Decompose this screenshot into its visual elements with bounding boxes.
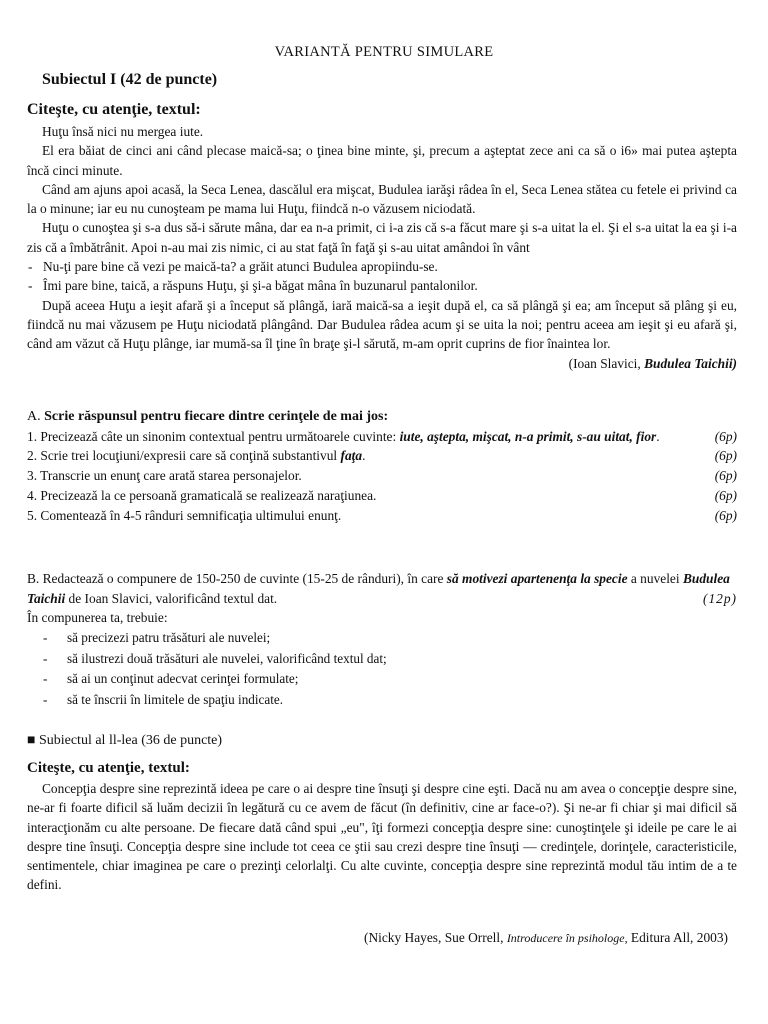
text1-dialogue-2: - Îmi pare bine, taică, a răspuns Huţu, şi şi-a băgat mâna în buzunarul pantalonilor. — [27, 276, 737, 295]
question-5-text: 5. Comentează în 4-5 rânduri semnificaţia ultimului enunţ. — [27, 507, 342, 523]
cite-publisher: Editura All, 2003) — [627, 930, 728, 945]
section-b-points: (12p) — [702, 590, 737, 606]
section-b-emphasis: să motivezi apartenenţa la specie — [446, 571, 628, 586]
question-2 — [27, 446, 737, 466]
text1-paragraph-1: Huţu însă nici nu mergea iute. — [42, 124, 204, 139]
question-3 — [27, 466, 737, 486]
section-b-title: Budulea Taichii — [27, 571, 730, 606]
question-4-points: (6p) — [714, 487, 737, 503]
section-b-must: În compunerea ta, trebuie: — [27, 610, 168, 626]
question-2-word: faţa — [340, 448, 363, 464]
question-4 — [27, 486, 737, 506]
section-b-mid: a nuvelei — [627, 571, 683, 586]
cite-title: Introducere în psihologe, — [506, 931, 628, 945]
text2-body: Concepţia despre sine reprezintă ideea pe care o ai despre tine însuţi şi despre cine eşti. Dacă nu am avea o concepţie despre sine, ne-ar fi foarte dificil să luăm decizii în legătură cu ce avem de făcut (în definitiv, cine ar face-o?). Şi ne-ar fi chiar şi mai dificil să interacţionăm cu alte persoane. De fiecare dată când spui „eu", îţi formezi concepţia despre sine: cunoştinţele şi ideile pe care le ai despre tine însuţi. Concepţia despre sine include tot ceea ce ştii sau crezi despre tine însuţi — credinţele, dorinţele, caracteristicile, sentimentele, chiar imaginea pe care o prezinţi celorlalţi. Cu alte cuvinte, concepţia despre sine reprezintă modul tău intim de a te defini. — [27, 781, 737, 893]
question-4-text: 4. Precizează la ce persoană gramaticală se realizează naraţiunea. — [27, 487, 377, 503]
read-heading-1: Citeşte, cu atenţie, textul: — [27, 101, 201, 118]
section-a-heading — [27, 407, 737, 427]
text1-paragraph-2: El era băiat de cinci ani când plecase maică-sa; o ţinea bine minte, şi, precum a aşteptat zece ani ca să o i6» mai putea aştepta încă cinci minute. — [27, 143, 737, 178]
list-item: - să te înscrii în limitele de spaţiu indicate. — [27, 690, 737, 711]
section-b — [27, 569, 737, 710]
section-a-letter: A. — [27, 409, 45, 424]
text1-paragraph-5: După aceea Huţu a ieşit afară şi a început să plângă, iară maică-sa a ieşit după el, ca să plângă şi ea; am început să plâng şi eu, fiindcă nu mai văzusem pe Huţu niciodată plângând. Dar Budulea râdea acum şi se uita la noi; pentru aceea am ieşit şi eu afară şi, când am văzut că Huţu plânge, iar mumă-sa îl ţine în braţe şi-l sărută, m-am oprit cuprins de fior înaintea lor. — [27, 297, 737, 352]
section-b-intro: B. Redactează o compunere de 150-250 de cuvinte (15-25 de rânduri), în care — [27, 571, 447, 586]
list-item: - să precizezi patru trăsături ale nuvelei; — [27, 628, 737, 649]
question-3-points: (6p) — [714, 468, 737, 484]
question-2-points: (6p) — [714, 448, 737, 464]
question-2-text: 2. Scrie trei locuţiuni/expresii care să conţină substantivul — [27, 448, 341, 464]
section-a — [27, 407, 737, 525]
cite-authors: (Nicky Hayes, Sue Orrell, — [364, 930, 507, 945]
text2-source — [364, 930, 728, 946]
source-author: (Ioan Slavici, — [568, 355, 645, 371]
text1-paragraph-4: Huţu o cunoştea şi s-a dus să-i sărute mâna, dar ea n-a primit, ci i-a zis că s-a făcut mare şi s-a uitat la el. Şi el s-a uitat la ea şi i-a zis că a îmbătrânit. Apoi n-au mai zis nimic, ci au stat faţă în faţă şi s-au uitat amândoi în vânt — [27, 220, 737, 255]
page-title: VARIANTĂ PENTRU SIMULARE — [274, 44, 494, 60]
question-1 — [27, 427, 737, 447]
question-1-end: . — [656, 428, 660, 444]
section-a-title: Scrie răspunsul pentru fiecare dintre cerinţele de mai jos: — [44, 409, 389, 424]
question-1-points: (6p) — [714, 428, 737, 444]
text1-source — [27, 354, 737, 373]
list-item: - să ilustrezi două trăsături ale nuvelei, valorificând textul dat; — [27, 649, 737, 670]
question-2-end: . — [362, 448, 366, 464]
text1-body — [27, 122, 737, 373]
question-5 — [27, 506, 737, 526]
list-item: - să ai un conţinut adecvat cerinţei formulate; — [27, 669, 737, 690]
question-5-points: (6p) — [714, 507, 737, 523]
source-title: Budulea Taichii) — [644, 355, 737, 371]
section-b-list — [27, 628, 737, 710]
question-1-text: 1. Precizează câte un sinonim contextual pentru următoarele cuvinte: — [27, 428, 400, 444]
text1-dialogue-1: - Nu-ţi pare bine că vezi pe maică-ta? a grăit atunci Budulea apropiindu-se. — [27, 257, 737, 276]
question-3-text: 3. Transcrie un enunţ care arată starea personajelor. — [27, 468, 302, 484]
subject2-heading: ■ Subiectul al ll-lea (36 de puncte) — [27, 733, 223, 748]
text1-paragraph-3: Când am ajuns apoi acasă, la Seca Lenea, dascălul era mişcat, Budulea iarăşi râdea în el, Seca Lenea stătea cu fetele ei privind ca la o minune; iar eu nu cunoşteam pe mama lui Huţu, fiindcă n-o văzusem niciodată. — [27, 181, 737, 217]
question-1-words: iute, aştepta, mişcat, n-a primit, s-au uitat, fior — [399, 428, 657, 444]
read-heading-2: Citeşte, cu atenţie, textul: — [27, 760, 190, 776]
section-b-tail: de Ioan Slavici, valorificând textul dat. — [65, 590, 278, 606]
section-b-prompt — [27, 569, 737, 608]
subject1-heading: Subiectul I (42 de puncte) — [42, 71, 218, 88]
